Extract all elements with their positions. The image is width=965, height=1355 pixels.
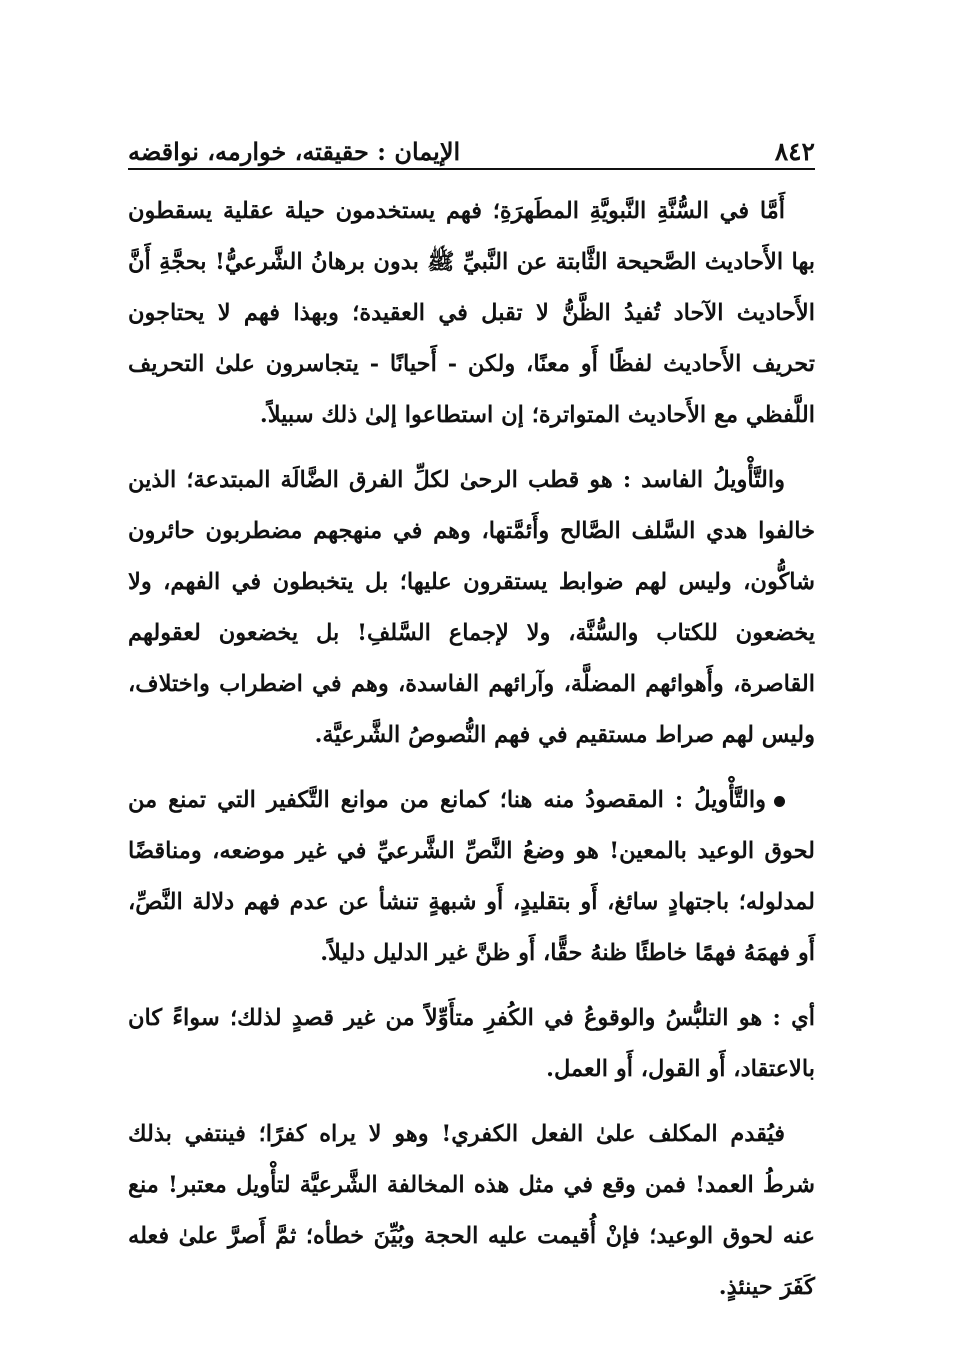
bullet-icon [774, 796, 785, 807]
paragraph-lead-term: والتَّأْويلُ [694, 787, 766, 813]
paragraph-false-interpretation: والتَّأْويلُ الفاسد : هو قطب الرحىٰ لكلِّ الفرق الضَّالَة المبتدعة؛ الذين خالفوا هدي السَّلف الصَّالح وأَئمَّتها، وهم في منهجهم مضطربون حائرون شاكُّون، وليس لهم ضوابط يستقرون عليها؛ بل يتخبطون في الفهم، ولا يخضعون للكتاب والسُّنَّة، ولا لإجماع السَّلفِ! بل يخضعون لعقولهم القاصرة، وأَهوائهم المضلَّة، وآرائهم الفاسدة، وهم في اضطراب واختلاف، وليس لهم صراط مستقيم في فهم النُّصوصُ الشَّرعيَّة. [128, 467, 815, 748]
paragraph-explanation: أي : هو التلبُّسُ والوقوعُ في الكُفرِ متأَوِّلاً من غير قصدٍ لذلك؛ سواءً كان بالاعتقاد، أَو القول، أَو العمل. [128, 1005, 815, 1082]
paragraph-sunnah: أَمَّا في السُّنَّةِ النَّبويَّةِ المطَهرَةِ؛ فهم يستخدمون حيلة عقلية يسقطون بها الأَحاديث الصَّحيحة الثَّابتة عن النَّبيِّ ﷺ بدون برهانُ الشَّرعيُّ! بحجَّةِ أَنَّ الأَحاديث الآحاد تُفيدُ الظَّنُّ لا تقبل في العقيدة؛ وبهذا فهم لا يحتاجون تحريف الأَحاديث لفظًا أَو معنًا، ولكن - أَحيانًا - يتجاسرون علىٰ التحريف اللَّفظي مع الأَحاديث المتواترة؛ إن استطاعوا إلىٰ ذلك سبيلاً. [128, 198, 815, 428]
running-header [128, 126, 815, 166]
header-divider [128, 168, 815, 170]
paragraph-consequence: فيُقدم المكلف علىٰ الفعل الكفري! وهو لا يراه كفرًا؛ فينتفي بذلك شرطُ العمد! فمن وقع في مثل هذه المخالفة الشَّرعيَّة لتأْويل معتبر! منع عنه لحوق الوعيد؛ فإنْ أُقيمت عليه الحجة وبُيِّنَ خطأه؛ ثمَّ أَصرَّ علىٰ فعله كَفَرَ حينئذٍ. [128, 1121, 815, 1300]
paragraph-body: : المقصودُ منه هنا؛ كمانع من موانع التَّكفير التي تمنع من لحوق الوعيد بالمعين! هو وضعُ النَّصِّ الشَّرعيِّ في غير موضعه، ومناقضًا لمدلوله؛ باجتهادٍ سائغ، أَو بتقليدٍ، أَو شبهةٍ تنشأ عن عدم فهم دلالة النَّصِّ، أَو فهمَهُ فهمًا خاطئًا ظنهُ حقًّا، أَو ظنَّ غير الدليل دليلاً. [128, 787, 815, 966]
running-title: الإيمان : حقيقته، خوارمه، نواقضه [128, 137, 461, 166]
page-number: ٨٤٢ [774, 137, 815, 166]
paragraph-interpretation-definition [128, 775, 815, 979]
body-text [128, 186, 815, 1327]
